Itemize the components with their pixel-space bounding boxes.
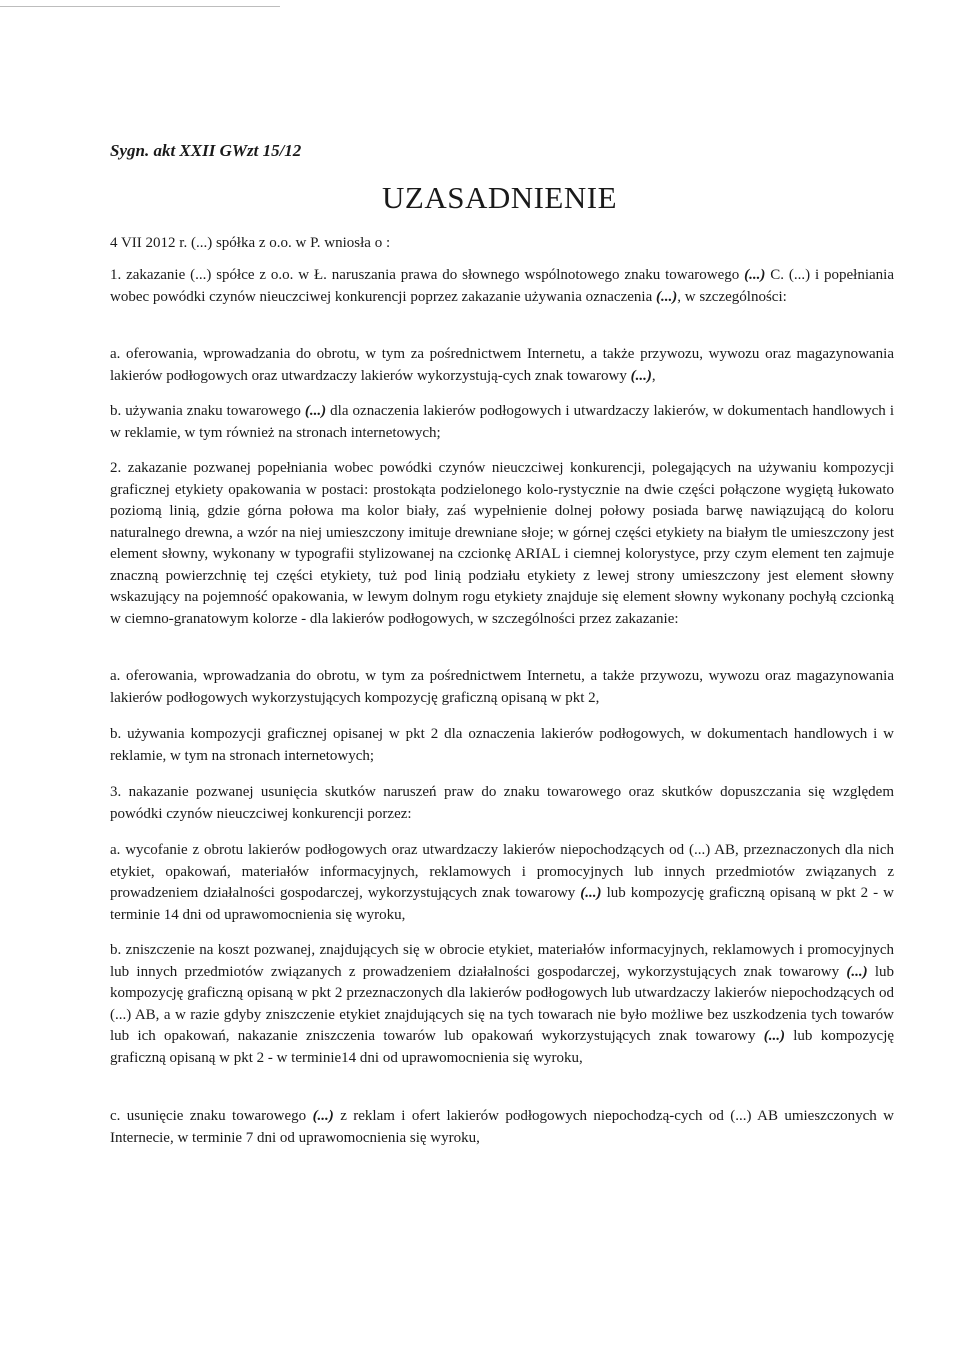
paragraph-3c-start: c. usunięcie znaku towarowego (110, 1108, 307, 1124)
paragraph-3c-end: z reklam i ofert lakierów podłogowych niepochodzą-cych od (...) AB umieszczonych w Internecie, w terminie 7 dni od uprawomocnienia się wyroku, (110, 1108, 895, 1146)
trademark-placeholder: (...) (846, 963, 868, 980)
paragraph-2: 2. zakazanie pozwanej popełniania wobec powódki czynów nieuczciwej konkurencji, polegających na używaniu kompozycji graficznej etykiety opakowania w postaci: prostokąta podzielonego kolo-rystycznie na dwie części połączone wygiętą łukowato poziomą linią, gdzie górna połowa ma kolor biały, zaś wypełnienie dolnej połowy posiada barwę nawiązującą do koloru naturalnego drewna, a wzór na niej umieszczony imituje drewniane słoje; w górnej części etykiety na białym tle umieszczony jest element słowny, wykonany w typografii stylizowanej na czcionkę ARIAL i ciemnej kolorystyce, przy czym element ten zajmuje znaczną powierzchnię tej części etykiety, tuż pod linią podziału etykiety z lewej strony umieszczony jest element słowny wskazujący na pojemność opakowania, w lewym dolnym rogu etykiety znajduje się element słowny wykonany pochyłą czcionką w ciemno-granatowym kolorze - dla lakierów podłogowych, w szczególności przez zakazanie: (110, 460, 894, 627)
paragraph-3c (110, 1106, 894, 1149)
intro-line: 4 VII 2012 r. (...) spółka z o.o. w P. wniosła o : (110, 235, 391, 251)
paragraph-3a (110, 840, 894, 926)
paragraph-1b-start: b. używania znaku towarowego (110, 403, 301, 419)
trademark-placeholder: (...) (304, 403, 327, 419)
paragraph-1-mid: C. (...) i popełniania wobec powódki czynów nieuczciwej konkurencji poprzez zakazanie używania oznaczenia (110, 267, 895, 305)
trademark-placeholder: (...) (580, 885, 602, 901)
paragraph-3b-start: b. zniszczenie na koszt pozwanej, znajdujących się w obrocie etykiet, materiałów informacyjnych, reklamowych i promocyjnych lub innych przedmiotów związanych z prowadzeniem działalności gospodarczej, wykorzystujących znak towarowy (110, 942, 894, 980)
paragraph-1a (110, 344, 894, 387)
paragraph-3b (110, 940, 894, 1069)
trademark-placeholder: (...) (655, 288, 678, 305)
paragraph-1-start: 1. zakazanie (...) spółce z o.o. w Ł. naruszania prawa do słownego wspólnotowego znaku towarowego (110, 267, 740, 283)
paragraph-3: 3. nakazanie pozwanej usunięcia skutków naruszeń praw do znaku towarowego oraz skutków dopuszczania się względem powódki czynów nieuczciwej konkurencji porzez: (110, 784, 894, 822)
paragraph-1 (110, 265, 894, 308)
paragraph-1b (110, 401, 894, 444)
trademark-placeholder: (...) (763, 1028, 785, 1044)
document-title: UZASADNIENIE (382, 180, 618, 215)
case-signature: Sygn. akt XXII GWzt 15/12 (110, 141, 302, 160)
paragraph-3a-start: a. wycofanie z obrotu lakierów podłogowych oraz utwardzaczy lakierów niepochodzących od (...) AB, przeznaczonych dla nich etykiet, opakowań, materiałów informacyjnych, reklamowych i promocyjnych lub innych przedmiotów związanych z prowadzeniem działalności gospodarczej, wykorzystujących znak towarowy (110, 842, 894, 901)
paragraph-3b-mid: lub kompozycję graficzną opisaną w pkt 2 przeznaczonych dla lakierów podłogowych lub utwardzaczy lakierów niepochodzących od (...) AB, a w razie gdyby zniszczenie etykiet znajdujących się na tych towarach nie było możliwe bez uszkodzenia tych towarów lub ich opakowań, nakazanie zniszczenia towarów lub opakowań wykorzystujących znak towarowy (110, 963, 894, 1044)
paragraph-1a-start: a. oferowania, wprowadzania do obrotu, w tym za pośrednictwem Internetu, a także przywozu, wywozu oraz magazynowania lakierów podłogowych oraz utwardzaczy lakierów wykorzystują-cych znak towarowy (110, 346, 894, 384)
trademark-placeholder: (...) (744, 267, 766, 283)
paragraph-2a: a. oferowania, wprowadzania do obrotu, w tym za pośrednictwem Internetu, a także przywozu, wywozu oraz magazynowania lakierów podłogowych wykorzystujących kompozycję graficzną opisaną w pkt 2, (110, 668, 894, 706)
paragraph-1-end: , w szczególności: (677, 288, 787, 305)
scan-top-line (0, 6, 280, 7)
paragraph-1a-end: , (651, 367, 656, 384)
paragraph-3a-end: lub kompozycję graficzną opisaną w pkt 2 - w terminie 14 dni od uprawomocnienia się wyroku, (110, 885, 895, 923)
paragraph-2b: b. używania kompozycji graficznej opisanej w pkt 2 dla oznaczenia lakierów podłogowych, w dokumentach handlowych i w reklamie, w tym na stronach internetowych; (110, 726, 894, 764)
paragraph-3b-end: lub kompozycję graficzną opisaną w pkt 2 - w terminie14 dni od uprawomocnienia się wyroku, (110, 1028, 895, 1066)
trademark-placeholder: (...) (630, 367, 652, 384)
paragraph-1b-end: dla oznaczenia lakierów podłogowych i utwardzaczy lakierów, w dokumentach handlowych i w reklamie, w tym również na stronach internetowych; (110, 403, 895, 441)
trademark-placeholder: (...) (312, 1108, 334, 1124)
